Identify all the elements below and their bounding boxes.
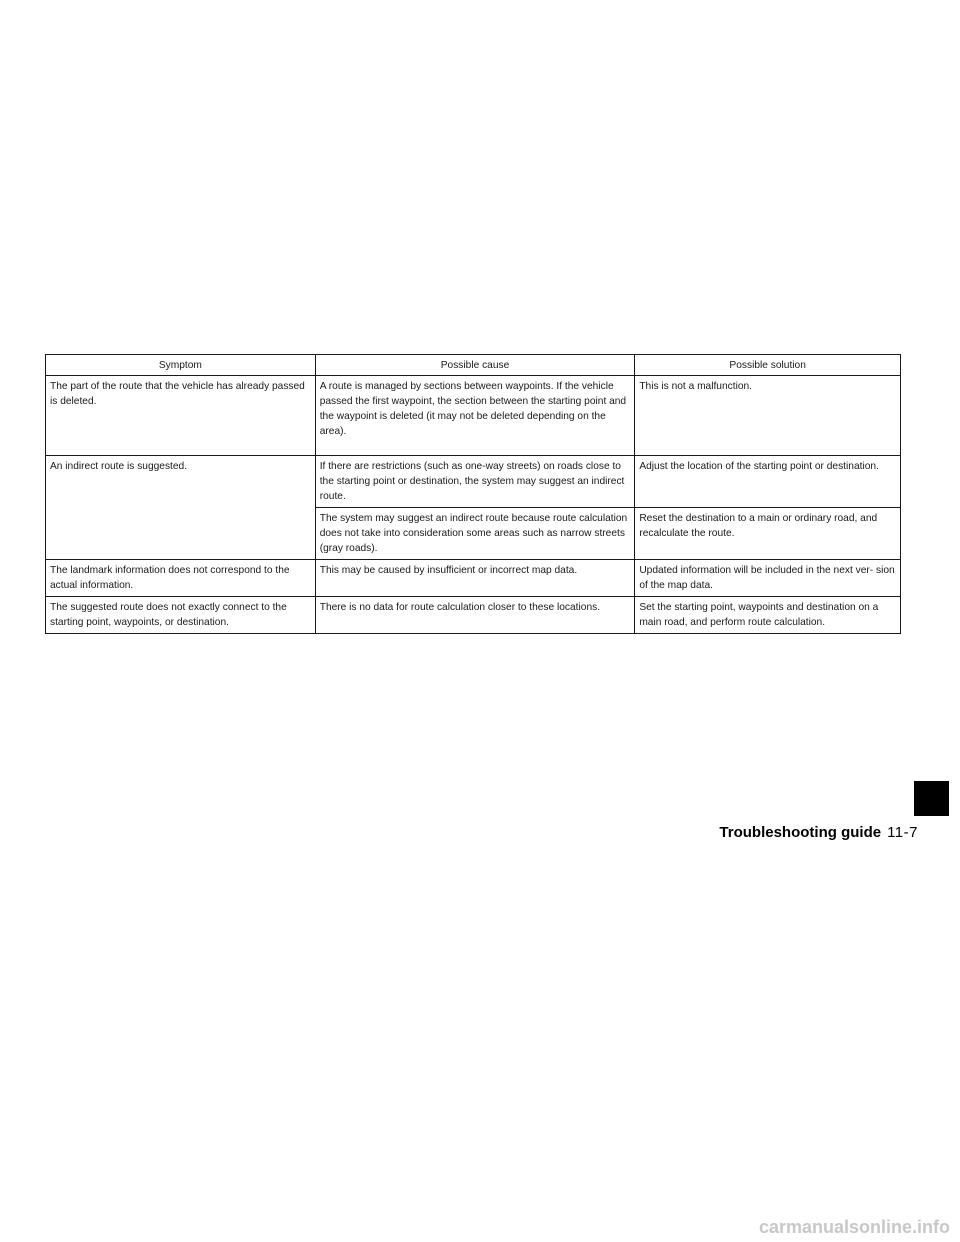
solution-cell: Updated information will be included in the next ver- sion of the map data. (635, 560, 901, 597)
table-row (46, 560, 901, 597)
cause-cell: A route is managed by sections between waypoints. If the vehicle passed the first waypoint, the section between the starting point and the waypoint is deleted (it may not be deleted depending on the area). (315, 376, 635, 456)
watermark: carmanualsonline.info (758, 1217, 950, 1237)
page-footer (719, 824, 918, 841)
solution-cell: Adjust the location of the starting point or destination. (635, 456, 901, 508)
cause-cell: This may be caused by insufficient or incorrect map data. (315, 560, 635, 597)
table-header-row (46, 355, 901, 376)
troubleshooting-table (45, 354, 901, 634)
symptom-cell: An indirect route is suggested. (46, 456, 316, 560)
cause-cell: The system may suggest an indirect route because route calculation does not take into consideration some areas such as narrow streets (gray roads). (315, 508, 635, 560)
footer-page-number: 11-7 (887, 824, 918, 841)
solution-cell: This is not a malfunction. (635, 376, 901, 456)
solution-cell: Set the starting point, waypoints and destination on a main road, and perform route calculation. (635, 597, 901, 634)
table-row (46, 456, 901, 508)
header-possible-solution: Possible solution (635, 355, 901, 376)
table-row (46, 597, 901, 634)
header-symptom: Symptom (46, 355, 316, 376)
cause-cell: There is no data for route calculation closer to these locations. (315, 597, 635, 634)
symptom-cell: The suggested route does not exactly connect to the starting point, waypoints, or destination. (46, 597, 316, 634)
cause-cell: If there are restrictions (such as one-way streets) on roads close to the starting point or destination, the system may suggest an indirect route. (315, 456, 635, 508)
header-possible-cause: Possible cause (315, 355, 635, 376)
solution-cell: Reset the destination to a main or ordinary road, and recalculate the route. (635, 508, 901, 560)
chapter-tab-marker (914, 781, 949, 816)
symptom-cell: The part of the route that the vehicle has already passed is deleted. (46, 376, 316, 456)
table-row (46, 376, 901, 456)
symptom-cell: The landmark information does not correspond to the actual information. (46, 560, 316, 597)
footer-section-title: Troubleshooting guide (719, 824, 882, 841)
